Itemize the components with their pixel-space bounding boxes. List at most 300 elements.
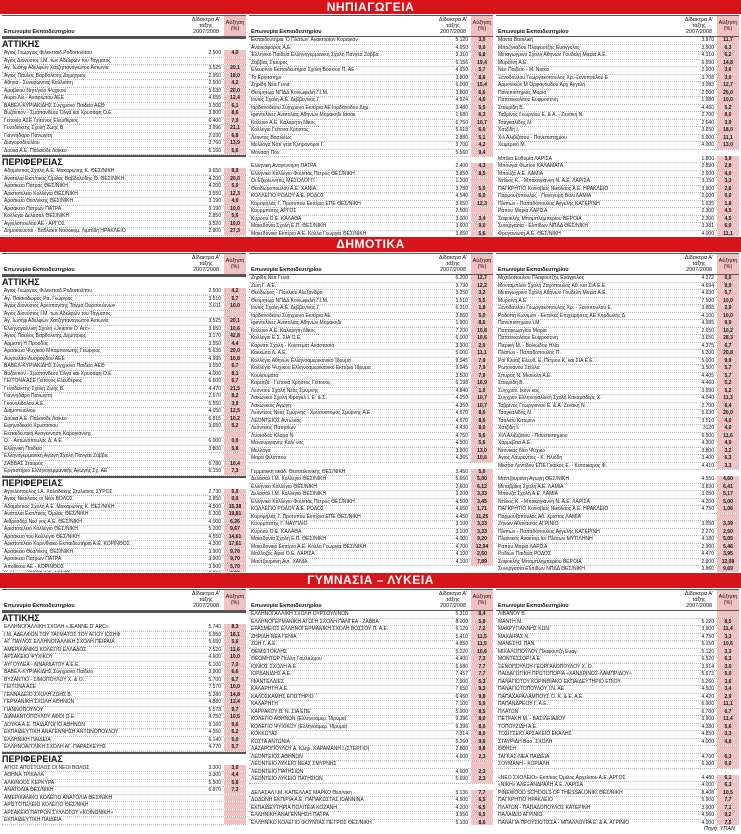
tuition-fee: 2.300	[701, 215, 714, 222]
tuition-fee: 5.150	[701, 641, 714, 647]
tuition-fee: 7.500	[701, 297, 714, 304]
school-name: ΑΓ. ΠΑΥΛΟΣ ΕΛΛΗΝΟΓΑΛΛΙΚΗ ΣΧΟΛΗ ΠΕΙΡΑΙΑ	[4, 639, 115, 645]
school-name: Ελληνική Παιδεία	[4, 445, 43, 452]
school-name: Το Εργαστήρι	[251, 74, 282, 81]
tuition-fee: 3.708	[701, 74, 714, 81]
school-name: Διαμοπειόλιου	[4, 408, 36, 414]
tuition-fee: 9.945	[455, 357, 468, 364]
increase-pct: 10,8	[471, 328, 493, 335]
table-row	[249, 193, 493, 201]
school-name: Ρωτονάνου Στέλλα	[498, 365, 540, 371]
school-name: ΚΑΛΑΡΗΤΗ	[251, 701, 278, 707]
tuition-fee: 6.970	[208, 787, 221, 793]
school-name: Αδαμάντιος Σχολή Α.Ε. Μακαρώνης Κ. ΘΕΣ/ΝΙΚΗ	[4, 503, 115, 510]
school-name: Μπουγιά Φωτίου ΚΑΛΑΜΑΤΑ	[498, 163, 564, 169]
table-row	[249, 112, 493, 120]
nip-mid-column	[249, 15, 493, 236]
table-row	[2, 765, 246, 773]
school-name: Νέο Παιδείο - Μ. Νιάκα	[498, 67, 549, 73]
table-row	[2, 363, 246, 371]
table-row	[249, 410, 493, 418]
school-name: Ζηρίδη Νέα Γενιά	[251, 275, 290, 281]
increase-pct: 3,0	[717, 75, 739, 82]
table-row	[249, 611, 493, 619]
increase-pct: 7,2	[471, 626, 493, 633]
increase-pct: 5,0	[224, 489, 246, 496]
tuition-fee: 5.280	[208, 691, 221, 698]
table-row	[496, 105, 739, 113]
increase-pct: 4,5	[717, 216, 739, 223]
tuition-fee: 5.650	[208, 639, 221, 645]
tuition-fee: 9.396	[455, 716, 468, 722]
school-name: ΒΥΖΑΝΤΙΟ - ΣΙΜΟΠΟΥΛΟΥ Χ. & Ο.	[4, 676, 84, 683]
school-name: Γκανολιδολου Α.Ε.	[4, 400, 45, 407]
tuition-fee: 4.750	[455, 432, 468, 439]
increase-pct: 5,6	[224, 639, 246, 646]
table-row	[2, 496, 246, 504]
tuition-fee: 5.120	[455, 37, 468, 43]
increase-pct: 13,0	[717, 142, 739, 149]
school-name: ΕΚΠΑΙΔΕΥΤΙΚΗ ΑΝΑΓΕΝΝΗΣΗ ΑΝΤΩΝΟΠΟΥΛΟΥ	[4, 729, 119, 735]
school-name: ΚΑΛΟΣΚΑΜΗΣ ΕΠΙΣΤΗΡΙΟ	[251, 693, 314, 700]
tuition-fee: 3.800	[701, 447, 714, 454]
school-name: Πλάτων - Παπαδόπουλος Αγγελής ΚΑΤΕΡΙΝΗ	[498, 200, 600, 207]
tuition-fee: 4.600	[455, 753, 468, 760]
tuition-fee: 6.000	[455, 335, 468, 341]
tuition-fee: 2.700	[701, 402, 714, 409]
table-row	[249, 433, 493, 441]
tuition-fee: 3.650	[208, 325, 221, 332]
column-header	[249, 15, 493, 37]
table-row	[2, 206, 246, 214]
increase-pct: 5,2	[717, 388, 739, 395]
increase-pct: 10,7	[471, 120, 493, 127]
tuition-fee: 3.170	[208, 333, 221, 339]
school-name: Σπύρος Ν. Μισέκλη Α.Ε.	[498, 372, 552, 379]
table-row	[249, 469, 493, 477]
school-name: ΓΕΝΝΑΔΕΙΟ ΣΧΟΛΗ ΖΩΗΣ Β.	[4, 691, 73, 698]
table-row	[2, 654, 246, 662]
school-name	[2, 825, 191, 826]
table-row	[496, 403, 739, 411]
tuition-fee: 2.600	[455, 483, 468, 490]
increase-pct: 12,4	[224, 95, 246, 102]
tuition-fee: 3.914	[701, 663, 714, 670]
increase-pct: 1,71	[471, 506, 493, 513]
increase-pct	[224, 810, 246, 817]
tuition-fee: 4.180	[701, 536, 714, 542]
school-name: Λέοντος Βασιλέως	[251, 134, 292, 141]
region-heading: ΑΤΤΙΚΗΣ	[2, 37, 246, 50]
tuition-fee: 3.550	[208, 190, 221, 197]
tuition-fee: 4.670	[455, 417, 468, 424]
table-row	[496, 305, 739, 313]
tuition-fee: 4.000	[701, 782, 714, 788]
increase-pct: 28,3	[717, 335, 739, 342]
school-name: Ζήνων Αθανάσιος ΑΓΡΙΝΙΟ	[498, 521, 559, 527]
table-row	[496, 37, 739, 45]
increase-pct: 4,4	[224, 772, 246, 779]
table-row	[2, 133, 246, 141]
tuition-fee: 5.500	[208, 779, 221, 786]
tuition-fee: 3.760	[208, 140, 221, 146]
increase-pct: 11,6	[717, 433, 739, 440]
increase-pct: 18,0	[224, 73, 246, 80]
increase-pct: 5,05	[717, 536, 739, 543]
tuition-fee: 3.083	[701, 82, 714, 88]
tuition-fee: 7.570	[208, 684, 221, 690]
tuition-fee: 4.300	[701, 440, 714, 446]
school-name: Αρσάκειο Πατρών ΠΑΤΡΑ	[4, 556, 62, 562]
increase-pct: 18,1	[224, 632, 246, 639]
school-name: ΔΩΔΩΝΗ ΕΚΠ/ΡΙΑ Α.Ε. ΠΑΠΑΚΩΣΤΑΣ ΙΩΑΝΝΙΝΑ	[251, 797, 364, 803]
table-row	[2, 802, 246, 810]
table-row	[249, 544, 493, 552]
increase-pct: 20,0	[717, 410, 739, 417]
table-row	[2, 677, 246, 685]
increase-pct: 9,69	[717, 566, 739, 572]
school-name: Κολλέγιο Ε.Σ. ΣΙΑ Ο.Ε.	[251, 335, 302, 341]
table-row	[2, 423, 246, 431]
school-name: Γιαννηδάρο Πανωγίτη	[4, 393, 53, 399]
table-row	[496, 380, 739, 388]
increase-pct: 3,33	[471, 491, 493, 498]
school-name: PINEWOOD SCHOOLS OF THESSALONIKI ΘΕΣ/ΝΙΚΗ	[498, 789, 623, 796]
school-name: Ζηρίδη Νέα Γενιά	[251, 82, 290, 88]
increase-pct: 8,4	[471, 611, 493, 618]
school-name: Αριστοτέλειο Κορινθιακό Εκπαιδευτήριο Α.Ε. ΚΟΡΙΝΘΟΣ	[4, 541, 130, 547]
tuition-fee: 4.450	[455, 513, 468, 520]
table-row	[249, 746, 493, 754]
school-name: Άγιος Νικόλαος οι Νέοι ΒΟΛΟΣ	[4, 496, 73, 502]
school-name: Ι.Μ. ΑΔΕΛΦΩΝ ΤΟΥ ΤΑΓΜΑΤΟΣ ΤΟΥ ΑΓΙΟΥ ΙΩΣΗΦ	[4, 631, 121, 638]
school-name: ΙΟΝΙΟΣ ΣΧΟΛΗ Α.Ε.	[251, 663, 298, 670]
school-name: Άγιος Γεώργιος Φιλεκπαιδ.Ροδοπολίτου	[4, 288, 92, 294]
school-name: ΕΚΠΑΙΔΕΥΤΙΚΗ ΠΑΙΔΕΙΑ	[4, 817, 62, 823]
increase-pct: 5,6	[471, 440, 493, 447]
school-name: ΘΕΟΜΗΤΩΡ Πολλη Γαυλιέλμου	[251, 656, 322, 662]
table-row	[249, 358, 493, 366]
increase-pct: 5,00	[717, 499, 739, 506]
tuition-fee: 2.500	[208, 288, 221, 294]
table-row	[249, 634, 493, 642]
increase-pct: 10,6	[471, 649, 493, 656]
tuition-fee: 9.945	[455, 365, 468, 371]
school-name: Πλάτων - Παπαδόπουλος Π.	[498, 350, 561, 356]
school-name: ΚΑΡΡΑΚΟΥ Β. Ν. ΣΙΑ ΕΠΕ	[251, 708, 311, 715]
increase-pct: 9,8	[471, 694, 493, 701]
increase-pct: 8,0	[471, 724, 493, 731]
table-row	[249, 343, 493, 351]
school-name: Κολλέγιο Αθηνών Ελληνοαμερικανικό Ίδρυμα	[251, 357, 351, 364]
school-name: ΜΙΧΑΛΟΠΟΥΛΟΥ Πλαφουτζή Ευαγ.	[498, 648, 578, 655]
school-name: ΠΛΑΤΩΝ	[498, 708, 519, 715]
table-row	[249, 186, 493, 194]
table-row	[249, 328, 493, 336]
increase-pct: 0,0	[717, 193, 739, 200]
school-name: Ιόνιος Σχολή Α.Ε. Δεββενίνος Γ.	[251, 305, 321, 311]
school-name: ΓΙΑΝΝΟΠΟΥΛΟΥ	[4, 706, 44, 713]
table-row	[249, 731, 493, 739]
school-name: ΜΑΝΤΗ Μ.	[498, 618, 523, 625]
school-name: Μελλόγα	[251, 447, 271, 454]
increase-pct: 20,0	[224, 176, 246, 183]
school-name: Δημοσιεύεται - Βαθλακτι Νοσοκομ. Λιμπίδη ΗΡΑΚΛΕΙΟ	[4, 228, 126, 234]
tuition-fee: 3.310	[455, 52, 468, 58]
table-row	[2, 729, 246, 737]
school-name: Μυρσίνη Α.Ε.	[498, 59, 528, 66]
tuition-fee: 4.550	[208, 729, 221, 735]
school-name: ΖΩΗ Γ. Α.Ε.	[251, 641, 277, 647]
school-name: Σταυρίδη Β.	[498, 104, 525, 111]
increase-pct: 7,3	[224, 787, 246, 794]
table-row	[496, 820, 739, 826]
increase-pct: 5,0	[224, 183, 246, 190]
table-row	[496, 566, 739, 572]
school-name: Ο. - Αντωνόπουλος Δ. Α.Ε.	[4, 438, 64, 444]
tuition-fee: 4.750	[701, 633, 714, 640]
table-row	[2, 438, 246, 446]
increase-pct: 4,8	[717, 739, 739, 746]
table-row	[249, 484, 493, 492]
tuition-fee: 2.800	[455, 746, 468, 752]
school-name: Κολλέγιο Ψυχικού Ελληνοαμερικανικό Εκπ/ριο Ίδρυμα	[251, 365, 371, 371]
header-increase: Αύξηση (%)	[224, 254, 246, 274]
table-row	[249, 529, 493, 537]
increase-pct: 5,3	[471, 679, 493, 686]
tuition-fee: 5.673	[701, 671, 714, 677]
tuition-fee: 6.200	[701, 350, 714, 356]
school-name: Ράπου Μαρία ΛΑΡΙΣΑ	[498, 543, 548, 550]
tuition-fee: 5.220	[701, 618, 714, 625]
tuition-fee: 6.750	[455, 119, 468, 126]
table-row	[496, 67, 739, 75]
increase-pct: 8,5	[717, 619, 739, 626]
increase-pct: 5,0	[471, 313, 493, 320]
school-name: Μόναση Πον.	[251, 149, 281, 156]
school-name: Δελασάλ Ι.Μ. Κολλέγιο ΘΕΣ/ΝΙΚΗ	[251, 491, 327, 497]
table-row	[249, 506, 493, 514]
tuition-fee: 3.730	[455, 282, 468, 289]
tuition-fee: 3.780	[455, 185, 468, 192]
school-name: ΖΑΒΒΑΣ Σταύρος	[4, 460, 44, 467]
table-row	[2, 684, 246, 692]
school-name: Κορομηλάς Γ. Προτύπου Εκπ/ριο ΕΠΕ ΘΕΣ/ΝΙΚΗ	[251, 513, 361, 520]
table-row	[496, 455, 739, 463]
school-name: Μυρσίνη Α.Ε.	[498, 297, 528, 304]
school-name: ΛΕΟΝΤΕΙΟ ΠΑΤΗΣΙΩΝ	[251, 768, 304, 775]
tuition-fee	[684, 611, 717, 618]
increase-pct: 15,4	[471, 82, 493, 89]
school-name: Θεόμητωρ ΝΠΔΔ Κοινωφελή Γ.Ι.Μ.	[251, 89, 329, 96]
table-row	[496, 709, 739, 717]
increase-pct: 10,0	[224, 303, 246, 310]
increase-pct: 9,6	[224, 722, 246, 729]
school-name: Φρυγανιώτη Α.Ε. ΘΕΣ/ΝΙΚΗ	[498, 230, 561, 236]
table-row	[249, 163, 493, 171]
increase-pct: 7,3	[471, 656, 493, 663]
tuition-fee: 6.000	[701, 701, 714, 707]
tuition-fee: 2.570	[208, 393, 221, 399]
table-row	[496, 754, 739, 762]
increase-pct: 4,0	[224, 198, 246, 205]
tuition-fee: 4.670	[455, 410, 468, 416]
increase-pct: 10,0	[717, 298, 739, 305]
school-name	[2, 571, 191, 572]
school-name: Αγ. Ιωσήφ Αδελφών Χατζηπαναγιώτου Αντωνία	[4, 318, 109, 324]
school-name: Μπίλια Ευθυμία ΛΑΡΙΣΑ	[498, 155, 553, 162]
increase-pct: 3,6	[717, 67, 739, 74]
increase-pct: 0,0	[224, 438, 246, 445]
tuition-fee	[191, 817, 224, 824]
table-row	[2, 50, 246, 58]
tuition-fee: 4.850	[455, 641, 468, 647]
school-name: Μαντζουράνη Αντ. ΧΑΝΙΑ	[251, 558, 308, 565]
increase-pct	[717, 514, 739, 521]
tuition-fee: 3.900	[208, 563, 221, 570]
increase-pct: 10,8	[224, 356, 246, 363]
increase-pct: 6,0	[471, 193, 493, 200]
tuition-fee: 7.200	[455, 327, 468, 334]
increase-pct: 3,9	[224, 401, 246, 408]
table-row	[2, 662, 246, 670]
tuition-fee: 4.380	[701, 723, 714, 730]
increase-pct: 4,2	[471, 142, 493, 149]
increase-pct: 4,0	[717, 425, 739, 432]
school-name: Κολλέγιο Γείτονα Χρήστος	[251, 127, 309, 133]
increase-pct: 19,81	[224, 511, 246, 518]
increase-pct: 8,6	[471, 75, 493, 82]
school-name: ΠΑΙΔΑΓΩΓΙΚΗ ΠΡΩΤΟΠΟΡΙΑ «ΧΑΝΔΡΙΝΟΣ-ΛΑΜΠΡΙΔΟΥ»	[498, 671, 632, 677]
tuition-fee: 6.198	[455, 380, 468, 386]
school-name: Ξενοδούλου Γεωργακόπουλος Χρ. - Ξενοπούλου Ε.	[498, 305, 613, 311]
tuition-fee: 5.200	[208, 526, 221, 532]
school-name: Μελλόγα Νότ/ γεία Κληρονόμοι Γ.	[251, 142, 325, 148]
school-name: Τσάλιου Κάτερινι	[498, 417, 535, 424]
table-row	[2, 431, 246, 439]
school-name: Παρμουζόπουλος Αθ. Χριστος ΛΑΜΙΑ	[498, 513, 581, 520]
tuition-fee: 4.880	[208, 699, 221, 705]
tuition-fee: 8.408	[701, 789, 714, 796]
table-row	[2, 213, 246, 221]
header-fee: Δίδακτρα Α' τάξης 2007/2008	[684, 17, 714, 35]
table-row	[2, 140, 246, 148]
increase-pct: 8,0	[471, 731, 493, 738]
tuition-fee: 3.250	[455, 290, 468, 296]
table-row	[2, 810, 246, 818]
tuition-fee: 3.300	[455, 342, 468, 349]
tuition-fee: 6.150	[208, 468, 221, 474]
school-name: ΕΛΛΗΝΙΚΗ ΠΑΙΔΕΙΑ	[4, 736, 51, 743]
table-row	[249, 90, 493, 98]
tuition-fee: 3.381	[701, 223, 714, 229]
school-name: Παπαγεωργίου Μαρία	[498, 327, 547, 334]
school-name: Μονταμπλάν Σχολή Ζαχόπουλος Αθ. και ΣΙΑ Ε.Ε.	[498, 282, 607, 289]
table-row	[2, 564, 246, 572]
increase-pct: 11,5	[471, 634, 493, 641]
table-row	[496, 45, 739, 53]
table-row	[249, 671, 493, 679]
table-row	[249, 656, 493, 664]
school-name: Άγιος Διονύσιος Αρεοπαγίτης Τάγμα Ουρσουλινών	[4, 303, 116, 309]
dim-left-column	[2, 253, 246, 572]
increase-pct: 10,2	[224, 416, 246, 423]
column-header	[496, 589, 739, 611]
increase-pct: 20,8	[717, 350, 739, 357]
increase-pct: 3,33	[471, 521, 493, 528]
table-row	[249, 120, 493, 128]
increase-pct: 2,9	[717, 305, 739, 312]
tuition-fee: 3.650	[208, 168, 221, 174]
school-name: Οι Εξερευνητές ΜΕΣΟΛΟΓΓΙ	[251, 178, 315, 184]
tuition-fee: 7.457	[455, 671, 468, 677]
increase-pct: 1,8	[471, 305, 493, 312]
tuition-fee: 3.996	[208, 125, 221, 131]
increase-pct: 8,0	[471, 716, 493, 723]
table-row	[249, 709, 493, 717]
school-name: ΚΟΛΕΓΙΟ ΨΥΧΙΚΟΥ (Ελληνοαμερ. Ίδρυμα)	[251, 723, 348, 730]
tuition-fee: 4.000	[455, 536, 468, 542]
header-name: Επωνυμία Εκπαιδευτηρίου	[251, 29, 322, 35]
school-name: Μαντά Βασιλική	[498, 37, 534, 43]
increase-pct: 9,9	[717, 320, 739, 327]
tuition-fee: 4.365	[455, 455, 468, 461]
table-row	[496, 559, 739, 567]
increase-pct: 1,06	[717, 506, 739, 513]
tuition-fee: 4.700	[455, 543, 468, 550]
school-name: ΕΚΠΑΙΔΕΥΤΗΡΙΑ ΠΟΛΙΤΕΙΑ ΚΟΖΑΝΗ	[251, 804, 337, 811]
school-name: Χατζίδη Ι.	[498, 127, 520, 133]
increase-pct: 5,8	[224, 780, 246, 787]
school-name: Γενοδείκτης Σχολή Ζωής Β.	[4, 125, 65, 131]
table-row	[2, 288, 246, 296]
table-row	[496, 440, 739, 448]
table-row	[2, 333, 246, 341]
tuition-fee: 5.550	[208, 400, 221, 407]
table-row	[249, 776, 493, 784]
tuition-fee: 5.120	[701, 648, 714, 655]
table-row	[496, 313, 739, 321]
tuition-fee: 3.550	[208, 363, 221, 369]
tuition-fee: 4.480	[701, 774, 714, 781]
tuition-fee: 4.400	[455, 656, 468, 662]
tuition-fee: 4.310	[701, 52, 714, 58]
table-row	[2, 541, 246, 549]
school-name: Έλληνικό Παιδεία Ελληνογερμανική Σχολή Πανγέα Ζάββα	[251, 52, 379, 58]
table-row	[496, 171, 739, 179]
table-row	[2, 669, 246, 677]
increase-pct: 17,61	[224, 541, 246, 548]
tuition-fee: 5.000	[455, 708, 468, 715]
tuition-fee: 6.300	[701, 761, 714, 767]
increase-pct: 4,3	[471, 163, 493, 170]
increase-pct: 16,9	[471, 380, 493, 387]
school-name: Ντίλιος Κ. - Μπακαγιάννη Ν. Α.Ε. ΛΑΡΙΣΑ	[498, 178, 590, 184]
increase-pct: 4,60	[717, 476, 739, 483]
school-name: Δούκα Α.Ε. Παλαιόδε Λοίκέο	[4, 147, 67, 154]
increase-pct: 8,3	[224, 624, 246, 631]
school-name: Μποζινιάδου Πλαφουτζής Ευάγγελος	[498, 44, 580, 51]
tuition-fee: 4.420	[701, 693, 714, 700]
tuition-fee: 4.000	[701, 738, 714, 745]
increase-pct: 9,9	[717, 358, 739, 365]
school-name: Μακεδονικό Εκπ/ριο Α.Ε. Κόλλα Γεωργία ΘΕΣ/ΝΙΚΗ	[251, 230, 367, 236]
increase-pct: 9,4	[471, 150, 493, 157]
table-row	[496, 463, 739, 471]
increase-pct: 6,2	[717, 52, 739, 59]
school-name: ΕΛΛΗΝΟΑΓΓΛΙΚΗ ΣΧΟΛΗ ΑΓ. ΠΑΡΑΣΚΕΥΗΣ	[4, 744, 107, 750]
increase-pct	[224, 431, 246, 438]
